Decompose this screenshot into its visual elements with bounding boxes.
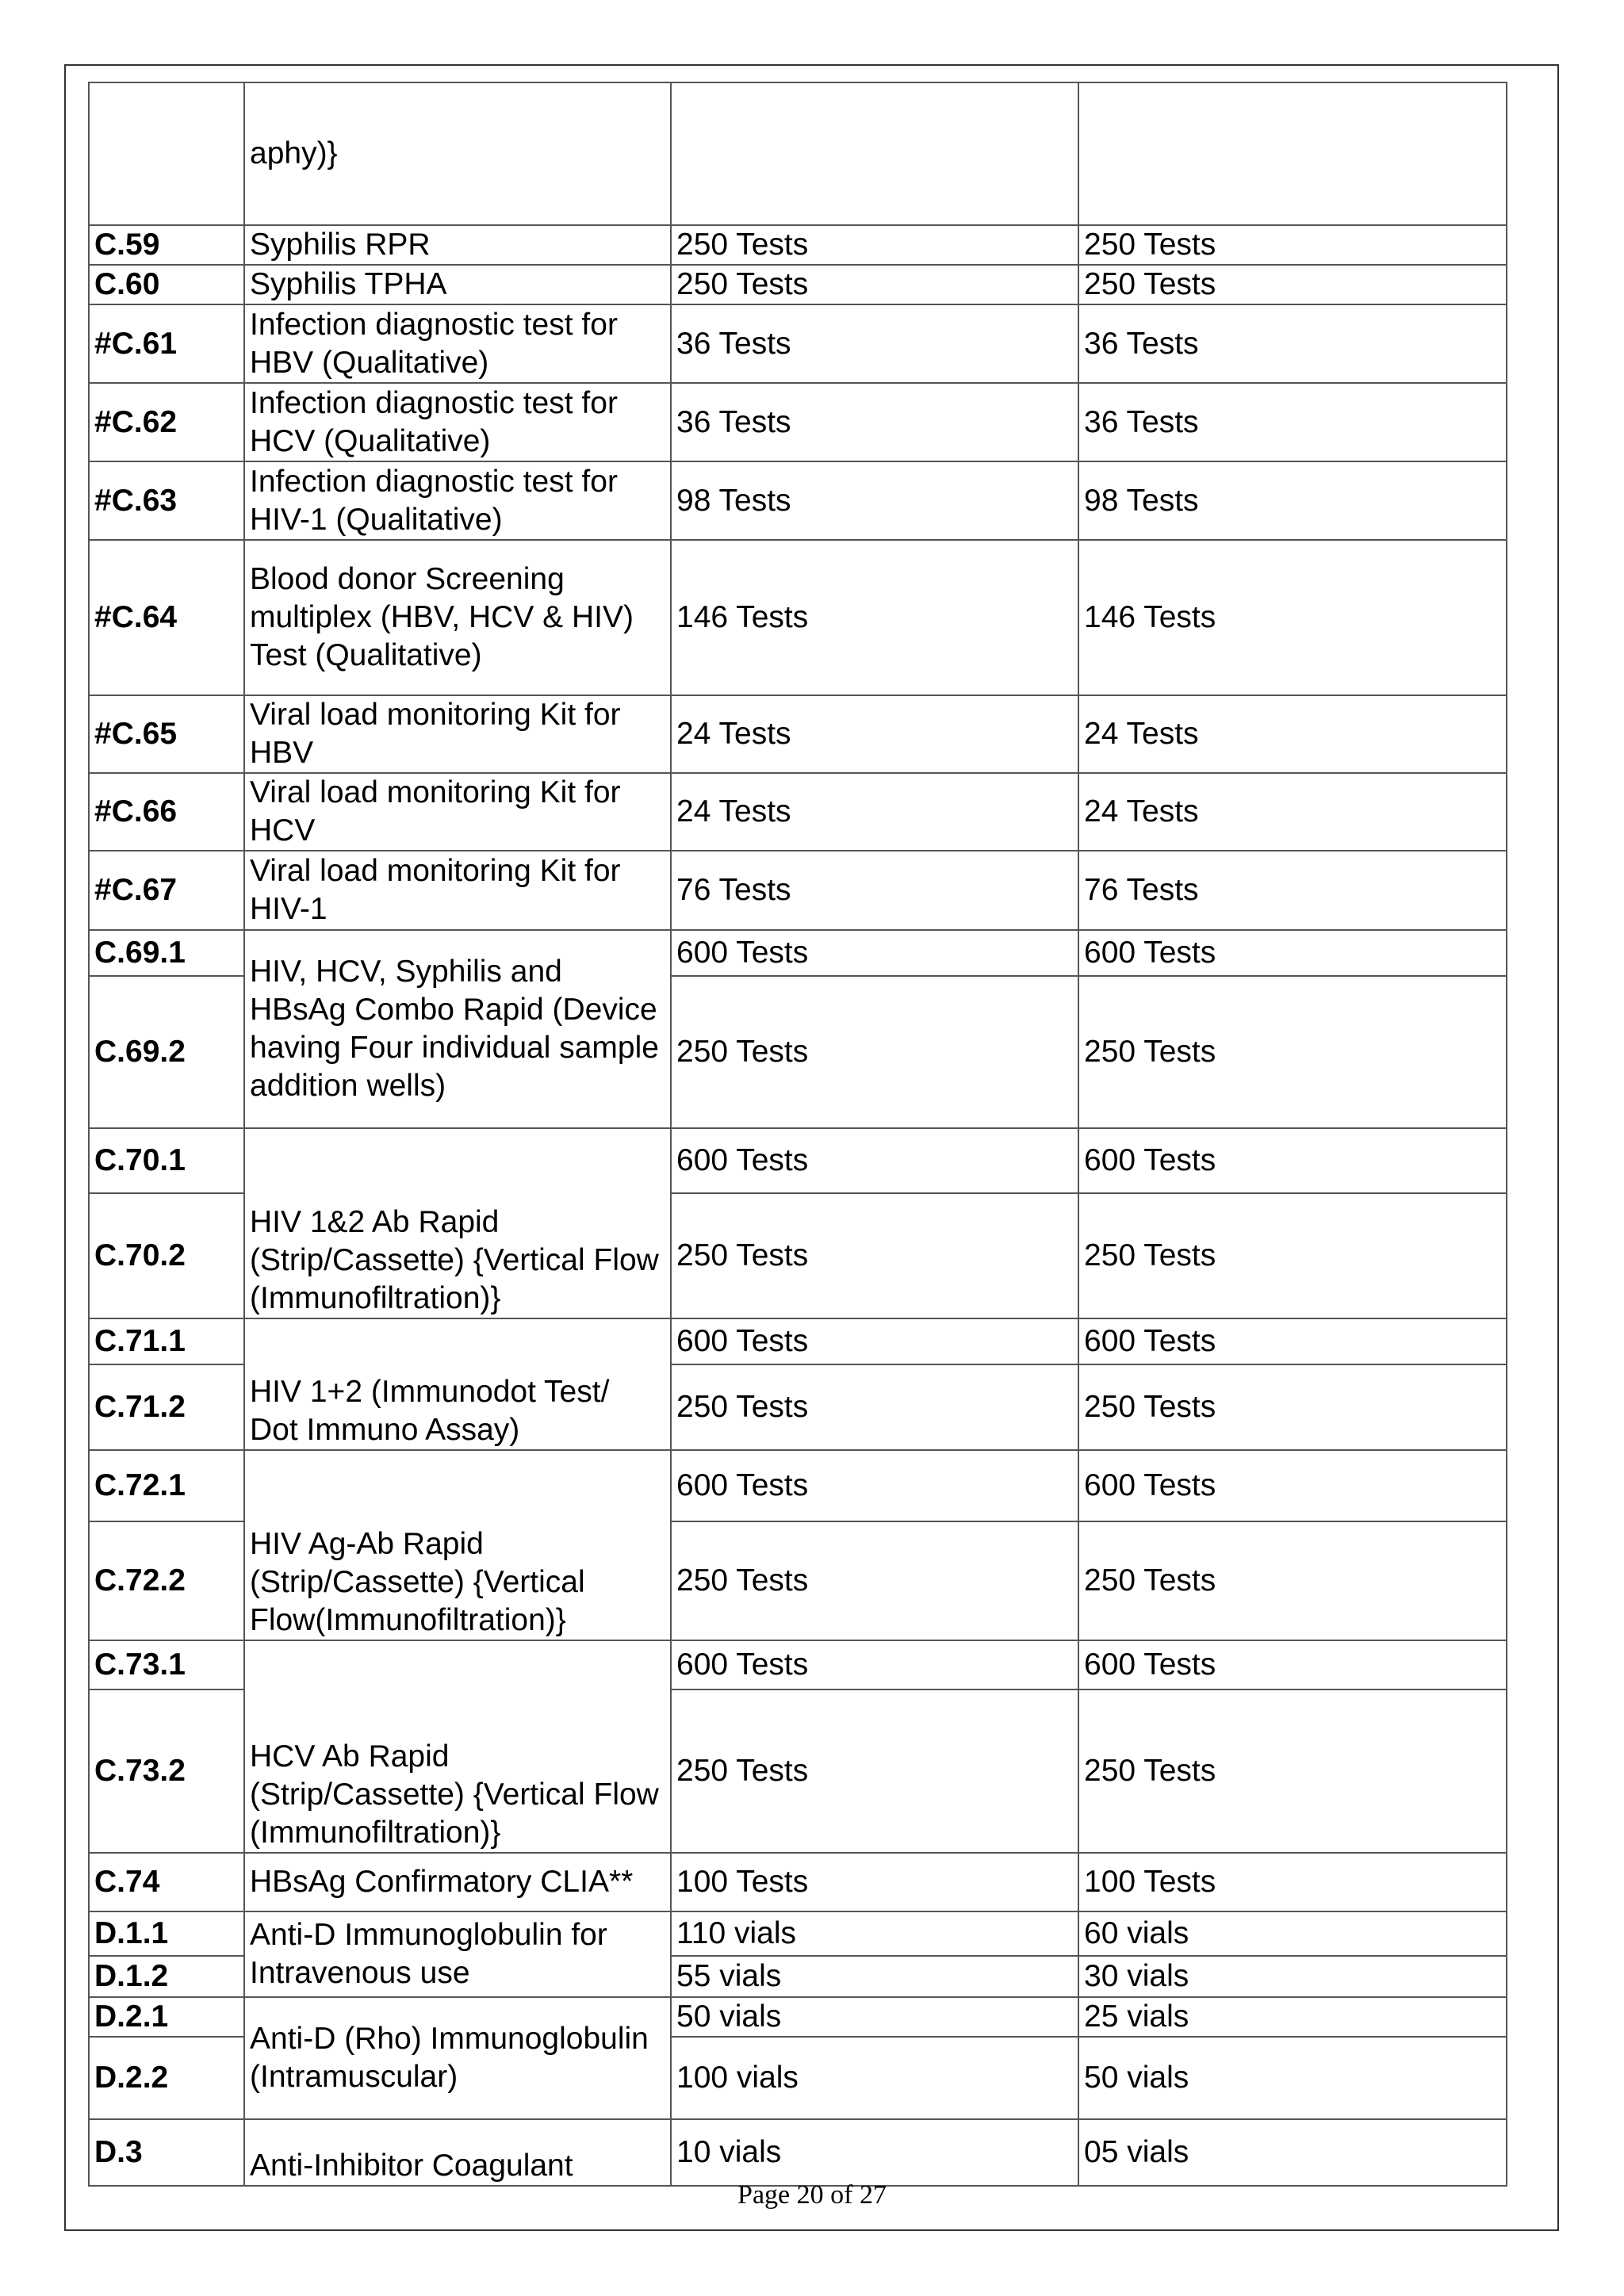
quantity-cell: 98 Tests	[1078, 461, 1507, 540]
item-name-cell: HBsAg Confirmatory CLIA**	[244, 1853, 671, 1911]
quantity-cell: 60 vials	[1078, 1911, 1507, 1956]
quantity-cell: 600 Tests	[1078, 1128, 1507, 1193]
quantity-cell: 250 Tests	[671, 1193, 1078, 1318]
item-code-cell: #C.65	[89, 695, 244, 773]
item-code-cell: #C.67	[89, 851, 244, 930]
item-name-cell: Infection diagnostic test for HBV (Qualitative)	[244, 304, 671, 383]
item-code-cell: C.70.1	[89, 1128, 244, 1193]
table-row	[89, 225, 1507, 265]
item-name-cell: Infection diagnostic test for HIV-1 (Qualitative)	[244, 461, 671, 540]
item-code-cell	[89, 82, 244, 225]
quantity-cell: 100 vials	[671, 2037, 1078, 2119]
table-row	[89, 1640, 1507, 1689]
quantity-cell: 250 Tests	[1078, 1364, 1507, 1450]
item-code-cell: D.1.1	[89, 1911, 244, 1956]
quantity-cell: 250 Tests	[671, 225, 1078, 265]
table-row	[89, 851, 1507, 930]
item-code-cell: C.59	[89, 225, 244, 265]
item-name-cell: Anti-D (Rho) Immunoglobulin (Intramuscular)	[244, 1997, 671, 2119]
item-name-cell: Anti-Inhibitor Coagulant	[244, 2119, 671, 2186]
quantity-cell: 250 Tests	[671, 1364, 1078, 1450]
table-row	[89, 1853, 1507, 1911]
item-code-cell: C.69.2	[89, 976, 244, 1128]
quantity-cell: 600 Tests	[1078, 1450, 1507, 1521]
item-name-cell: Syphilis TPHA	[244, 265, 671, 304]
table-row	[89, 82, 1507, 225]
quantity-cell: 36 Tests	[1078, 304, 1507, 383]
quantity-cell: 250 Tests	[671, 976, 1078, 1128]
table-row	[89, 695, 1507, 773]
item-name-cell: Blood donor Screening multiplex (HBV, HCV & HIV) Test (Qualitative)	[244, 540, 671, 695]
table-row	[89, 540, 1507, 695]
item-code-cell: #C.61	[89, 304, 244, 383]
quantity-cell	[671, 82, 1078, 225]
quantity-cell: 250 Tests	[1078, 225, 1507, 265]
quantity-cell: 30 vials	[1078, 1956, 1507, 1997]
item-name-cell: Viral load monitoring Kit for HIV-1	[244, 851, 671, 930]
item-code-cell: C.60	[89, 265, 244, 304]
item-code-cell: D.3	[89, 2119, 244, 2186]
item-name-cell: HIV 1+2 (Immunodot Test/ Dot Immuno Assay)	[244, 1318, 671, 1450]
table-row	[89, 773, 1507, 851]
item-code-cell: D.2.2	[89, 2037, 244, 2119]
table-row	[89, 1318, 1507, 1364]
quantity-cell: 146 Tests	[1078, 540, 1507, 695]
item-name-cell: HIV, HCV, Syphilis and HBsAg Combo Rapid (Device having Four individual sample addition wells)	[244, 930, 671, 1128]
item-code-cell: C.70.2	[89, 1193, 244, 1318]
quantity-cell: 250 Tests	[1078, 265, 1507, 304]
quantity-cell: 10 vials	[671, 2119, 1078, 2186]
table-row	[89, 383, 1507, 461]
table-row	[89, 2119, 1507, 2186]
table-row	[89, 265, 1507, 304]
item-name-cell: Infection diagnostic test for HCV (Qualitative)	[244, 383, 671, 461]
quantity-cell: 600 Tests	[671, 930, 1078, 976]
quantity-cell: 250 Tests	[1078, 1193, 1507, 1318]
quantity-cell: 250 Tests	[671, 1521, 1078, 1640]
item-code-cell: C.73.2	[89, 1689, 244, 1853]
quantity-cell: 36 Tests	[671, 383, 1078, 461]
item-name-cell: HIV 1&2 Ab Rapid (Strip/Cassette) {Vertical Flow (Immunofiltration)}	[244, 1128, 671, 1318]
item-code-cell: C.74	[89, 1853, 244, 1911]
page-number: Page 20 of 27	[737, 2180, 887, 2210]
quantity-cell: 100 Tests	[671, 1853, 1078, 1911]
quantity-cell: 24 Tests	[671, 773, 1078, 851]
quantity-cell: 98 Tests	[671, 461, 1078, 540]
item-code-cell: C.72.1	[89, 1450, 244, 1521]
table-row	[89, 1128, 1507, 1193]
item-code-cell: #C.66	[89, 773, 244, 851]
quantity-cell: 76 Tests	[671, 851, 1078, 930]
quantity-cell: 36 Tests	[1078, 383, 1507, 461]
quantity-cell: 250 Tests	[1078, 1689, 1507, 1853]
quantity-cell: 600 Tests	[671, 1318, 1078, 1364]
item-name-cell: HCV Ab Rapid (Strip/Cassette) {Vertical Flow (Immunofiltration)}	[244, 1640, 671, 1853]
item-code-cell: C.69.1	[89, 930, 244, 976]
table-row	[89, 304, 1507, 383]
item-code-cell: C.73.1	[89, 1640, 244, 1689]
quantity-cell	[1078, 82, 1507, 225]
quantity-cell: 250 Tests	[1078, 1521, 1507, 1640]
table-row	[89, 1450, 1507, 1521]
quantity-cell: 600 Tests	[1078, 1318, 1507, 1364]
quantity-cell: 50 vials	[1078, 2037, 1507, 2119]
quantity-cell: 05 vials	[1078, 2119, 1507, 2186]
quantity-cell: 250 Tests	[671, 265, 1078, 304]
item-name-cell: Viral load monitoring Kit for HBV	[244, 695, 671, 773]
quantity-cell: 146 Tests	[671, 540, 1078, 695]
quantity-cell: 24 Tests	[1078, 773, 1507, 851]
item-code-cell: D.2.1	[89, 1997, 244, 2037]
quantity-cell: 25 vials	[1078, 1997, 1507, 2037]
item-name-cell: Viral load monitoring Kit for HCV	[244, 773, 671, 851]
quantity-cell: 600 Tests	[1078, 930, 1507, 976]
table-row	[89, 461, 1507, 540]
quantity-cell: 250 Tests	[671, 1689, 1078, 1853]
quantity-cell: 24 Tests	[1078, 695, 1507, 773]
item-code-cell: #C.64	[89, 540, 244, 695]
items-table	[88, 82, 1507, 2187]
quantity-cell: 600 Tests	[671, 1128, 1078, 1193]
item-code-cell: C.71.1	[89, 1318, 244, 1364]
table-row	[89, 1911, 1507, 1956]
quantity-cell: 100 Tests	[1078, 1853, 1507, 1911]
item-code-cell: D.1.2	[89, 1956, 244, 1997]
quantity-cell: 76 Tests	[1078, 851, 1507, 930]
item-name-cell: Anti-D Immunoglobulin for Intravenous use	[244, 1911, 671, 1997]
item-name-cell: HIV Ag-Ab Rapid (Strip/Cassette) {Vertical Flow(Immunofiltration)}	[244, 1450, 671, 1640]
quantity-cell: 600 Tests	[671, 1450, 1078, 1521]
quantity-cell: 600 Tests	[671, 1640, 1078, 1689]
quantity-cell: 50 vials	[671, 1997, 1078, 2037]
quantity-cell: 110 vials	[671, 1911, 1078, 1956]
quantity-cell: 36 Tests	[671, 304, 1078, 383]
item-name-cell: Syphilis RPR	[244, 225, 671, 265]
quantity-cell: 55 vials	[671, 1956, 1078, 1997]
table-row	[89, 930, 1507, 976]
item-code-cell: #C.62	[89, 383, 244, 461]
table-row	[89, 1997, 1507, 2037]
item-code-cell: #C.63	[89, 461, 244, 540]
item-code-cell: C.72.2	[89, 1521, 244, 1640]
item-name-cell: aphy)}	[244, 82, 671, 225]
item-code-cell: C.71.2	[89, 1364, 244, 1450]
quantity-cell: 24 Tests	[671, 695, 1078, 773]
quantity-cell: 250 Tests	[1078, 976, 1507, 1128]
quantity-cell: 600 Tests	[1078, 1640, 1507, 1689]
